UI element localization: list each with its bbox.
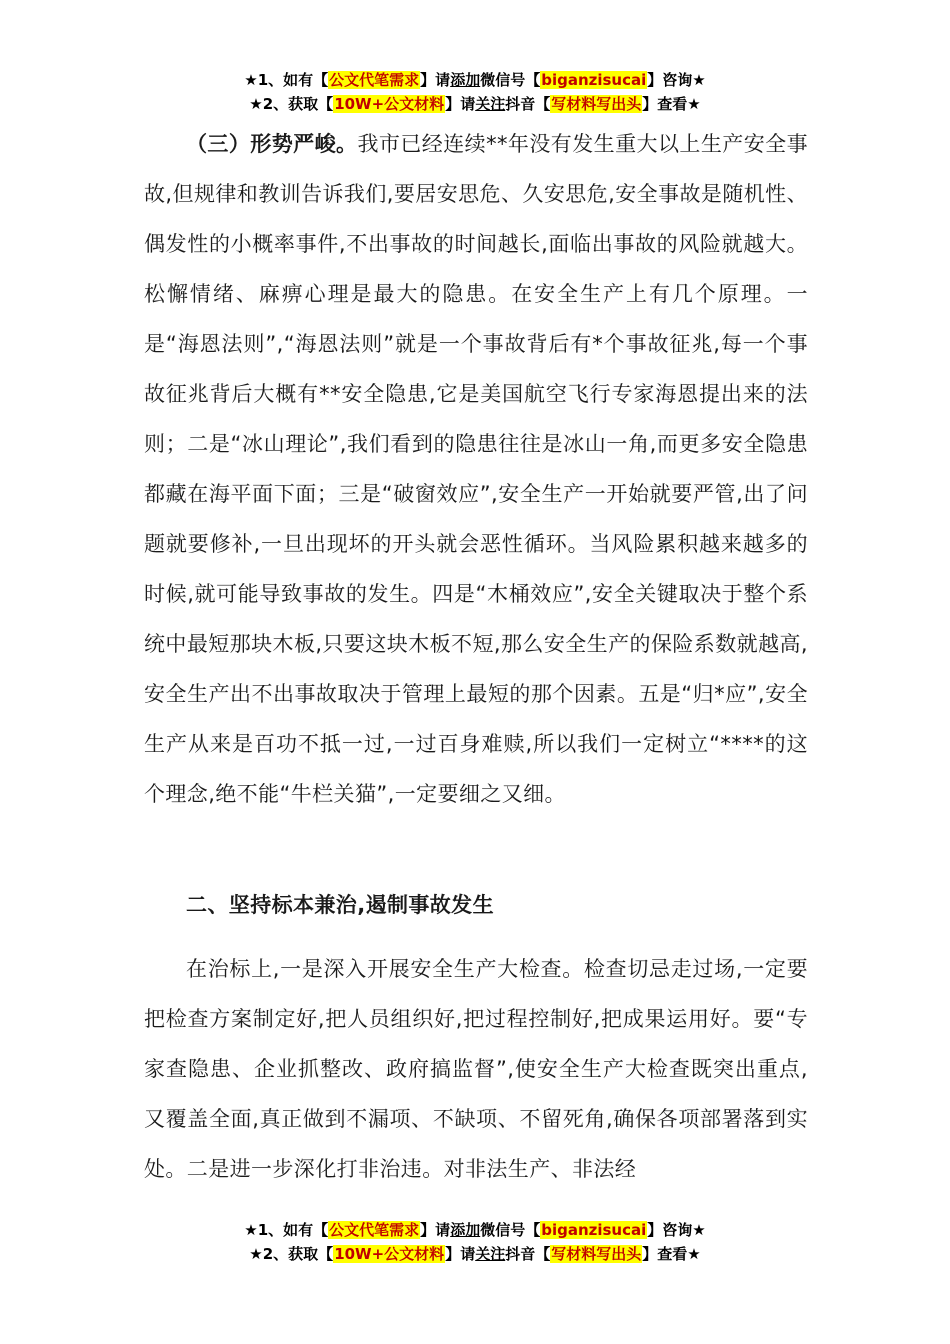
paragraph-text: 在治标上,一是深入开展安全生产大检查。检查切忌走过场,一定要把检查方案制定好,把人员组织好,把过程控制好,把成果运用好。要“专家查隐患、企业抓整改、政府搞监督”,使安全生产大检查既突出重点,又覆盖全面,真正做到不漏项、不缺项、不留死角,确保各项部署落到实处。二是进一步深化打非治违。对非法生产、非法经 — [144, 957, 808, 1181]
banner-text: 微信号【 — [480, 1221, 541, 1239]
banner-text: 】咨询★ — [647, 1221, 706, 1239]
section-heading: 二、坚持标本兼治,遏制事故发生 — [186, 893, 494, 917]
banner-highlight-service: 公文代笔需求 — [329, 1221, 420, 1239]
banner-text: 微信号【 — [480, 71, 541, 89]
banner-text: ★2、获取【 — [249, 1245, 334, 1263]
banner-line-2 — [0, 1242, 950, 1266]
paragraph-situation — [144, 119, 808, 819]
banner-text: 抖音【 — [505, 1245, 551, 1263]
banner-text: 】请 — [420, 71, 451, 89]
banner-highlight-douyin: 写材料写出头 — [551, 1245, 642, 1263]
banner-text: ★1、如有【 — [244, 71, 329, 89]
paragraph-lead: （三）形势严峻。 — [186, 132, 358, 156]
banner-underline-add: 添加 — [450, 1221, 481, 1239]
banner-text: ★1、如有【 — [244, 1221, 329, 1239]
banner-text: 】请 — [445, 1245, 476, 1263]
footer-banner — [0, 1218, 950, 1266]
banner-text: 】请 — [445, 95, 476, 113]
banner-line-1 — [0, 1218, 950, 1242]
banner-text: ★2、获取【 — [249, 95, 334, 113]
banner-highlight-wechat-id: biganzisucai — [541, 71, 647, 89]
banner-text: 】查看★ — [642, 95, 701, 113]
paragraph-measures — [144, 944, 808, 1194]
banner-underline-follow: 关注 — [475, 1245, 506, 1263]
banner-highlight-materials: 10W+公文材料 — [334, 1245, 445, 1263]
banner-highlight-wechat-id: biganzisucai — [541, 1221, 647, 1239]
banner-line-2 — [0, 92, 950, 116]
banner-text: 抖音【 — [505, 95, 551, 113]
paragraph-body — [144, 119, 808, 819]
banner-highlight-douyin: 写材料写出头 — [551, 95, 642, 113]
banner-highlight-service: 公文代笔需求 — [329, 71, 420, 89]
banner-line-1 — [0, 68, 950, 92]
banner-text: 】咨询★ — [647, 71, 706, 89]
banner-underline-follow: 关注 — [475, 95, 506, 113]
banner-text: 】请 — [420, 1221, 451, 1239]
header-banner — [0, 68, 950, 116]
paragraph-text: 我市已经连续**年没有发生重大以上生产安全事故,但规律和教训告诉我们,要居安思危、久安思危,安全事故是随机性、偶发性的小概率事件,不出事故的时间越长,面临出事故的风险就越大。松懈情绪、麻痹心理是最大的隐患。在安全生产上有几个原理。一是“海恩法则”,“海恩法则”就是一个事故背后有*个事故征兆,每一个事故征兆背后大概有**安全隐患,它是美国航空飞行专家海恩提出来的法则；二是“冰山理论”,我们看到的隐患往往是冰山一角,而更多安全隐患都藏在海平面下面；三是“破窗效应”,安全生产一开始就要严管,出了问题就要修补,一旦出现坏的开头就会恶性循环。当风险累积越来越多的时候,就可能导致事故的发生。四是“木桶效应”,安全关键取决于整个系统中最短那块木板,只要这块木板不短,那么安全生产的保险系数就越高,安全生产出不出事故取决于管理上最短的那个因素。五是“归*应”,安全生产从来是百功不抵一过,一过百身难赎,所以我们一定树立“****的这个理念,绝不能“牛栏关猫”,一定要细之又细。 — [144, 132, 808, 806]
banner-text: 】查看★ — [642, 1245, 701, 1263]
banner-highlight-materials: 10W+公文材料 — [334, 95, 445, 113]
banner-underline-add: 添加 — [450, 71, 481, 89]
